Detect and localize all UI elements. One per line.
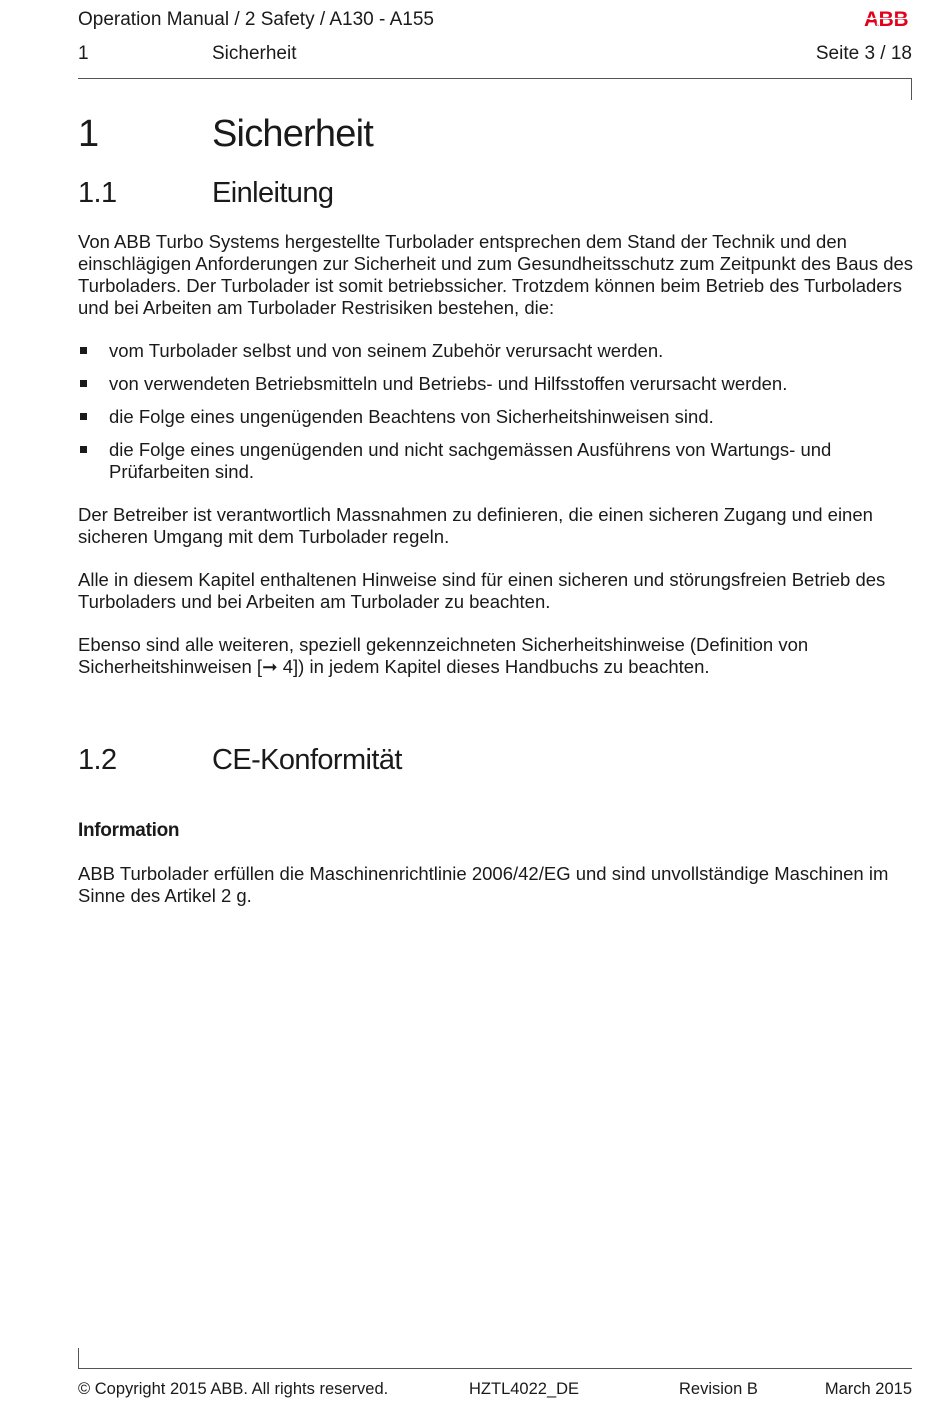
list-item	[78, 373, 918, 395]
footer-rule-tick	[78, 1348, 79, 1369]
footer-date: March 2015	[824, 1380, 912, 1398]
safety-notes-paragraph	[78, 634, 898, 678]
footer-rule	[78, 1368, 912, 1369]
safety-notes-text-end: ]) in jedem Kapitel dieses Handbuchs zu beachten.	[293, 656, 710, 677]
section-1-2-number: 1.2	[78, 744, 117, 776]
information-subheading: Information	[78, 820, 180, 841]
footer-copyright: © Copyright 2015 ABB. All rights reserved.	[78, 1380, 389, 1398]
ce-conformity-paragraph: ABB Turbolader erfüllen die Maschinenrichtlinie 2006/42/EG und sind unvollständige Maschinen im Sinne des Artikel 2 g.	[78, 863, 889, 906]
page-number: Seite 3 / 18	[815, 43, 912, 64]
risk-list	[78, 340, 918, 494]
list-item-text: die Folge eines ungenügenden und nicht sachgemässen Ausführens von Wartungs- und Prüfarbeiten sind.	[109, 439, 832, 482]
list-item	[78, 340, 918, 362]
header-chapter-name: Sicherheit	[212, 43, 297, 64]
bullet-square-icon	[80, 380, 87, 387]
abb-logo	[860, 9, 912, 28]
footer-document-id: HZTL4022_DE	[469, 1380, 580, 1398]
bullet-square-icon	[80, 446, 87, 453]
safety-notes-text-start: Ebenso sind alle weiteren, speziell gekennzeichneten Sicherheitshinweise (Definition von Sicherheitshinweisen [	[78, 634, 809, 677]
footer-revision: Revision B	[679, 1380, 758, 1398]
header-rule-tick	[911, 78, 912, 100]
section-1-1-title: Einleitung	[212, 177, 334, 209]
intro-paragraph: Von ABB Turbo Systems hergestellte Turbolader entsprechen dem Stand der Technik und den einschlägigen Anforderungen zur Sicherheit und zum Gesundheitsschutz zum Zeitpunkt des Baus des Turboladers. Der Turbolader ist somit betriebssicher. Trotzdem können beim Betrieb des Turboladers und bei Arbeiten am Turbolader Restrisiken bestehen, die:	[78, 231, 914, 318]
list-item-text: vom Turbolader selbst und von seinem Zubehör verursacht werden.	[109, 340, 664, 361]
list-item-text: die Folge eines ungenügenden Beachtens von Sicherheitshinweisen sind.	[109, 406, 714, 427]
section-1-2-title: CE-Konformität	[212, 744, 402, 776]
list-item	[78, 439, 918, 483]
header-chapter-number: 1	[78, 43, 89, 64]
header-rule	[78, 78, 912, 79]
page-reference-link[interactable]: ➞ 4	[262, 656, 294, 677]
list-item-text: von verwendeten Betriebsmitteln und Betriebs- und Hilfsstoffen verursacht werden.	[109, 373, 788, 394]
operator-paragraph: Der Betreiber ist verantwortlich Massnahmen zu definieren, die einen sicheren Zugang und einen sicheren Umgang mit dem Turbolader regeln.	[78, 504, 873, 547]
svg-text:ABB: ABB	[864, 9, 908, 28]
bullet-square-icon	[80, 347, 87, 354]
section-1-1-number: 1.1	[78, 177, 117, 209]
section-1-number: 1	[78, 113, 99, 155]
document-title: Operation Manual / 2 Safety / A130 - A155	[78, 9, 434, 30]
notes-paragraph: Alle in diesem Kapitel enthaltenen Hinweise sind für einen sicheren und störungsfreien Betrieb des Turboladers und bei Arbeiten am Turbolader zu beachten.	[78, 569, 886, 612]
section-1-title: Sicherheit	[212, 113, 373, 155]
list-item	[78, 406, 918, 428]
bullet-square-icon	[80, 413, 87, 420]
